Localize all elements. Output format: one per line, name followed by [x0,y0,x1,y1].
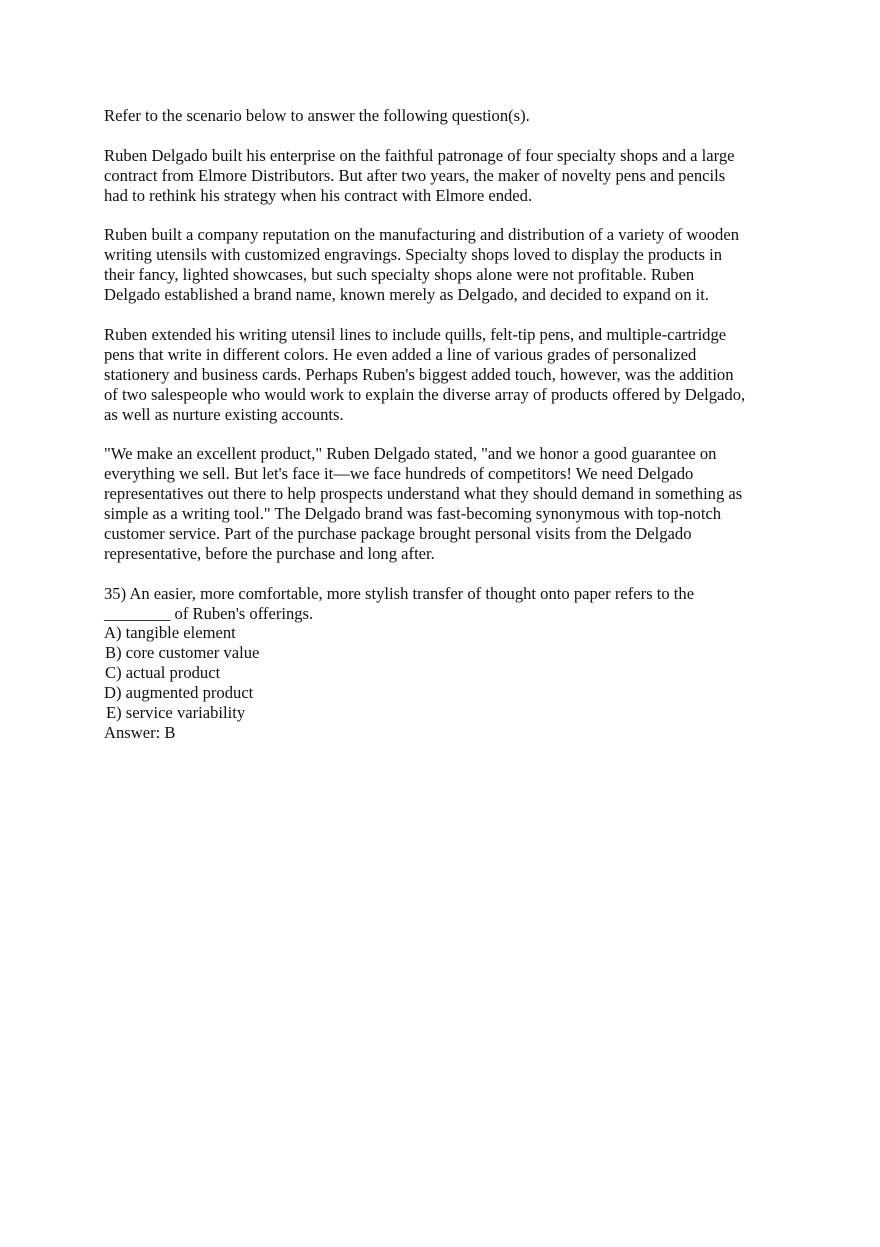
question-stem-line: 35) An easier, more comfortable, more stylish transfer of thought onto paper refers to the [104,583,695,603]
paragraph-line: Ruben built a company reputation on the manufacturing and distribution of a variety of wooden [104,225,740,245]
scenario-paragraph-4 [104,444,776,563]
paragraph-line: pens that write in different colors. He even added a line of various grades of personalized [104,344,697,364]
scenario-paragraph-3 [104,325,776,425]
answer-option-b: B) core customer value [105,643,260,663]
paragraph-line: had to rethink his strategy when his contract with Elmore ended. [104,185,533,205]
paragraph-line: Delgado established a brand name, known merely as Delgado, and decided to expand on it. [104,285,710,305]
question-block [104,584,776,743]
question-stem-line: ________ of Ruben's offerings. [104,603,314,623]
paragraph-line: "We make an excellent product," Ruben Delgado stated, "and we honor a good guarantee on [104,444,717,464]
answer-option-c: C) actual product [105,663,221,683]
paragraph-line: customer service. Part of the purchase package brought personal visits from the Delgado [104,523,692,543]
document-content [104,106,776,743]
paragraph-line: writing utensils with customized engravings. Specialty shops loved to display the products in [104,245,723,265]
scenario-paragraph-1 [104,146,776,206]
paragraph-line: Ruben Delgado built his enterprise on the faithful patronage of four specialty shops and a large [104,145,735,165]
answer-option-e: E) service variability [106,703,246,723]
paragraph-line: of two salespeople who would work to explain the diverse array of products offered by Delgado, [104,384,746,404]
answer-option-d: D) augmented product [104,683,254,703]
paragraph-line: stationery and business cards. Perhaps Ruben's biggest added touch, however, was the addition [104,364,734,384]
paragraph-line: representative, before the purchase and long after. [104,543,435,563]
intro-text [104,106,776,126]
paragraph-line: simple as a writing tool." The Delgado brand was fast-becoming synonymous with top-notch [104,504,722,524]
paragraph-line: as well as nurture existing accounts. [104,404,344,424]
paragraph-line: contract from Elmore Distributors. But after two years, the maker of novelty pens and pencils [104,165,726,185]
answer-option-a: A) tangible element [104,623,236,643]
paragraph-line: Ruben extended his writing utensil lines to include quills, felt-tip pens, and multiple-cartridge [104,324,727,344]
paragraph-line: their fancy, lighted showcases, but such specialty shops alone were not profitable. Ruben [104,265,695,285]
paragraph-line: representatives out there to help prospects understand what they should demand in something as [104,484,743,504]
paragraph-line: everything we sell. But let's face it—we face hundreds of competitors! We need Delgado [104,464,694,484]
intro-line: Refer to the scenario below to answer the following question(s). [104,106,530,125]
scenario-paragraph-2 [104,225,776,305]
answer-key: Answer: B [104,723,176,743]
